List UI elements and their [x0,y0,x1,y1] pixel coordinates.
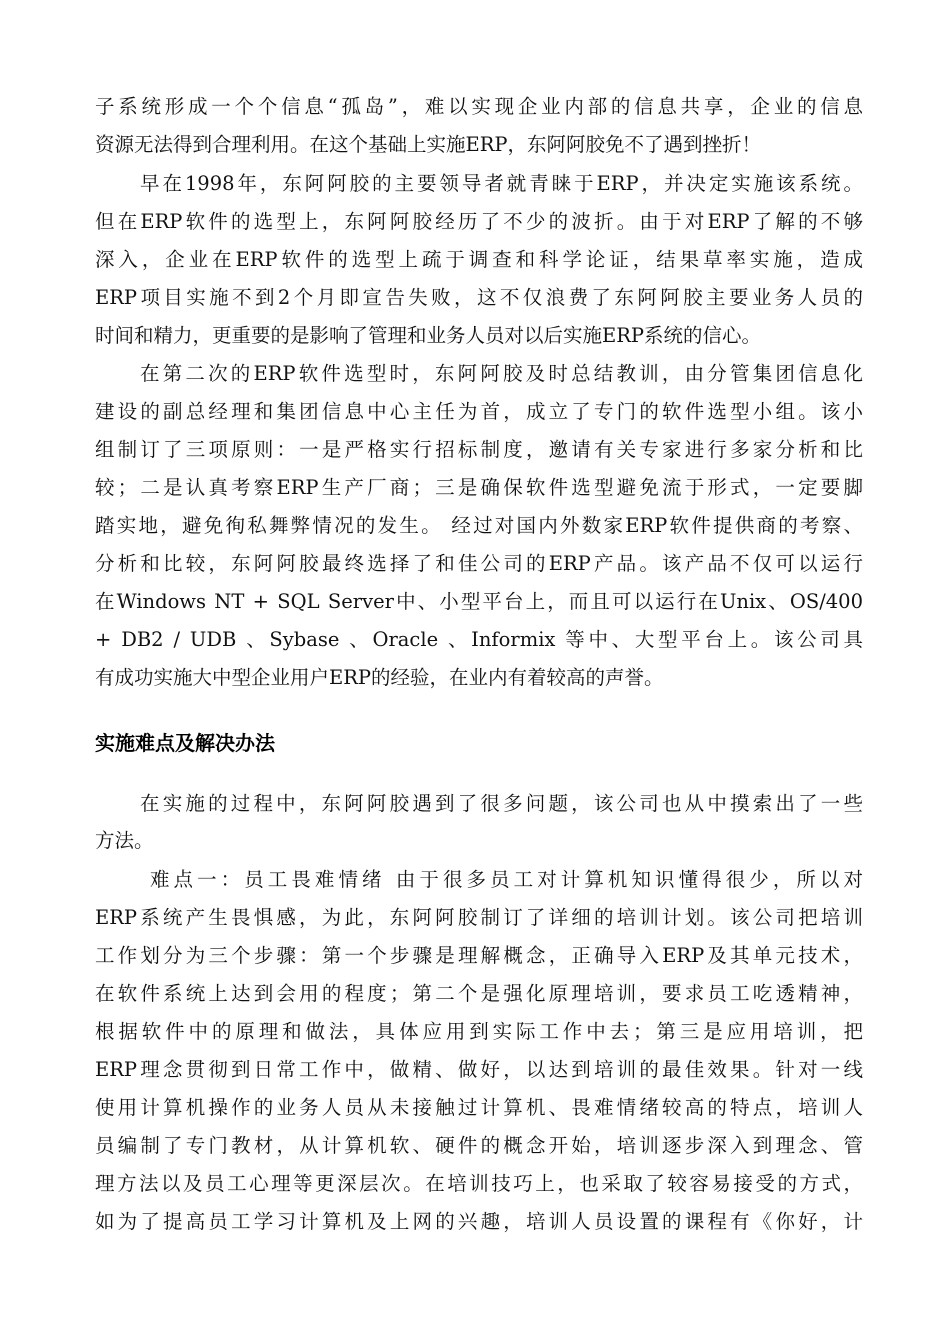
text-line: 在软件系统上达到会用的程度；第二个是强化原理培训，要求员工吃透精神， [95,982,863,1005]
text-line: 组制订了三项原则：一是严格实行招标制度，邀请有关专家进行多家分析和比 [95,438,863,461]
text-line: 在实施的过程中，东阿阿胶遇到了很多问题，该公司也从中摸索出了一些 [140,792,863,815]
text-line: 早在1998年，东阿阿胶的主要领导者就青睐于ERP，并决定实施该系统。 [140,172,863,195]
text-line: 时间和精力，更重要的是影响了管理和业务人员对以后实施ERP系统的信心。 [95,324,762,347]
text-line: 工作划分为三个步骤：第一个步骤是理解概念，正确导入ERP及其单元技术， [95,944,863,967]
text-line: 如为了提高员工学习计算机及上网的兴趣，培训人员设置的课程有《你好，计 [95,1210,863,1233]
section-heading: 实施难点及解决办法 [95,731,275,755]
text-line: + DB2 / UDB 、Sybase 、Oracle 、Informix 等中、大型平台上。该公司具 [95,628,863,651]
text-line: 使用计算机操作的业务人员从未接触过计算机、畏难情绪较高的特点，培训人 [95,1096,863,1119]
text-line: 踏实地，避免徇私舞弊情况的发生。 经过对国内外数家ERP软件提供商的考察、 [95,514,863,537]
text-line: 根据软件中的原理和做法，具体应用到实际工作中去；第三是应用培训，把 [95,1020,863,1043]
text-line: ERP系统产生畏惧感，为此，东阿阿胶制订了详细的培训计划。该公司把培训 [95,906,863,929]
text-line: 员编制了专门教材，从计算机软、硬件的概念开始，培训逐步深入到理念、管 [95,1134,863,1157]
text-line: 子系统形成一个个信息“孤岛”，难以实现企业内部的信息共享，企业的信息 [95,95,863,118]
text-line: 难点一：员工畏难情绪 由于很多员工对计算机知识懂得很少，所以对 [150,868,863,891]
text-line: 在第二次的ERP软件选型时，东阿阿胶及时总结教训，由分管集团信息化 [140,362,863,385]
text-line: 有成功实施大中型企业用户ERP的经验，在业内有着较高的声誉。 [95,666,664,689]
text-line: 但在ERP软件的选型上，东阿阿胶经历了不少的波折。由于对ERP了解的不够 [95,210,863,233]
text-line: 理方法以及员工心理等更深层次。在培训技巧上，也采取了较容易接受的方式， [95,1172,863,1195]
text-line: 分析和比较，东阿阿胶最终选择了和佳公司的ERP产品。该产品不仅可以运行 [95,552,863,575]
text-line: 在Windows NT + SQL Server中、小型平台上，而且可以运行在Unix、OS/400 [95,590,863,613]
text-line: 建设的副总经理和集团信息中心主任为首，成立了专门的软件选型小组。该小 [95,400,863,423]
text-line: 方法。 [95,829,154,852]
text-line: ERP项目实施不到2个月即宣告失败，这不仅浪费了东阿阿胶主要业务人员的 [95,286,863,309]
text-line: 深入，企业在ERP软件的选型上疏于调查和科学论证，结果草率实施，造成 [95,248,863,271]
text-line: 较；二是认真考察ERP生产厂商；三是确保软件选型避免流于形式，一定要脚 [95,476,863,499]
text-line: ERP理念贯彻到日常工作中，做精、做好，以达到培训的最佳效果。针对一线 [95,1058,863,1081]
text-line: 资源无法得到合理利用。在这个基础上实施ERP，东阿阿胶免不了遇到挫折！ [95,133,762,156]
